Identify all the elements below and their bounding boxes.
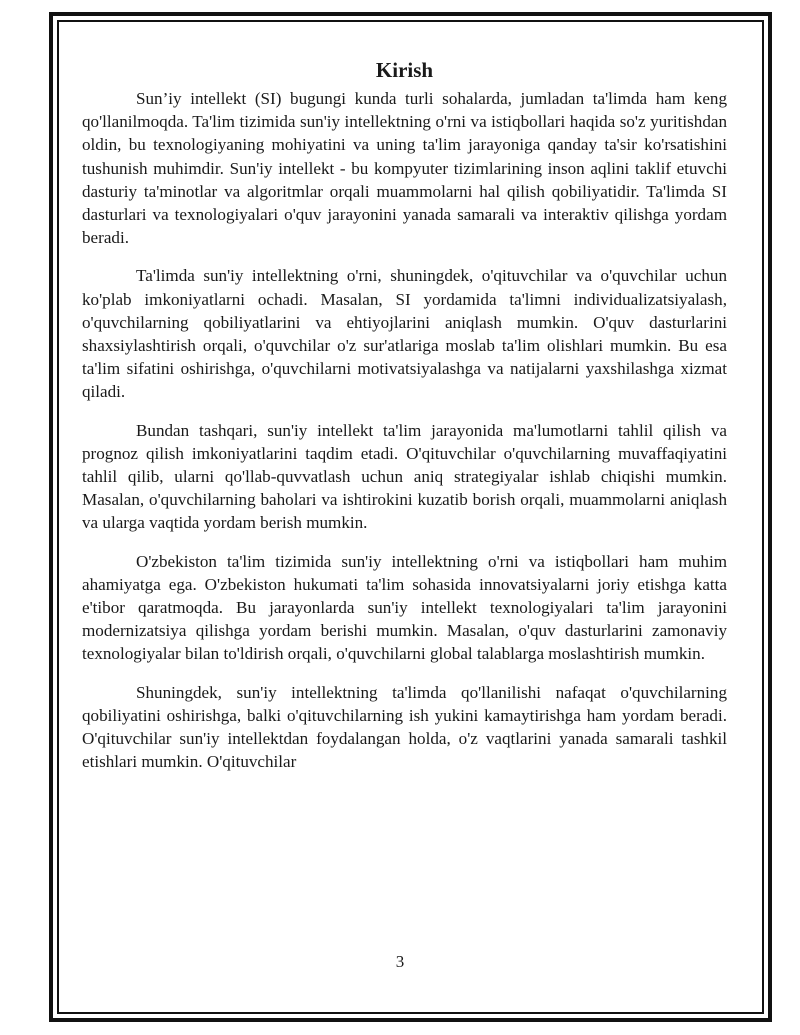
paragraph-3: Bundan tashqari, sun'iy intellekt ta'lim jarayonida ma'lumotlarni tahlil qilish va prognoz qilish imkoniyatlarini taqdim etadi. O'qituvchilar o'quvchilarning muvaffaqiyatini tahlil qilib, ularni qo'llab-quvvatlash uchun aniq strategiyalar ishlab chiqishi mumkin. Masalan, o'quvchilarning baholari va ishtirokini kuzatib borish orqali, muammolarni aniqlash va ularga vaqtida yordam berish mumkin. <box>82 420 727 533</box>
page-body <box>82 55 727 955</box>
paragraph-2: Ta'limda sun'iy intellektning o'rni, shuningdek, o'qituvchilar va o'quvchilar uchun ko'plab imkoniyatlarni ochadi. Masalan, SI yordamida ta'limni individualizatsiyalash, o'quvchilarning qobiliyatlarini va ehtiyojlarini aniqlash mumkin. O'quv dasturlarini shaxsiylashtirish orqali, o'quvchilar o'z sur'atlariga moslab ta'lim olishlari mumkin. Bu esa ta'lim sifatini oshirishga, o'quvchilarni motivatsiyalashga va natijalarni yaxshilashga xizmat qiladi. <box>82 266 727 402</box>
paragraph-1: Sun’iy intellekt (SI) bugungi kunda turli sohalarda, jumladan ta'limda ham keng qo'llanilmoqda. Ta'lim tizimida sun'iy intellektning o'rni va istiqbollari haqida so'z yuritishdan oldin, bu texnologiyaning mohiyatini va uning ta'lim jarayoniga qanday ta'sir ko'rsatishini tushunish muhimdir. Sun'iy intellekt - bu kompyuter tizimlarining inson aqlini taklif etuvchi dasturiy ta'minotlar va algoritmlar orqali muammolarni hal qilish qobiliyatidir. Ta'limda SI dasturlari va texnologiyalari o'quv jarayonini yanada samarali va interaktiv qilishga yordam beradi. <box>82 89 727 248</box>
page-number: 3 <box>395 952 405 971</box>
paragraph-4: O'zbekiston ta'lim tizimida sun'iy intellektning o'rni va istiqbollari ham muhim ahamiyatga ega. O'zbekiston hukumati ta'lim sohasida innovatsiyalarni joriy etishga katta e'tibor qaratmoqda. Bu jarayonlarda sun'iy intellekt texnologiyalari ta'lim jarayonini modernizatsiya qilishga yordam berishi mumkin. Masalan, o'quv dasturlarini zamonaviy texnologiyalar bilan to'ldirish orqali, o'quvchilarni global talablarga moslashtirish mumkin. <box>82 551 727 664</box>
section-title: Kirish <box>375 58 434 82</box>
paragraph-5: Shuningdek, sun'iy intellektning ta'limda qo'llanilishi nafaqat o'quvchilarning qobiliyatini oshirishga, balki o'qituvchilarning ish yukini kamaytirishga ham yordam beradi. O'qituvchilar sun'iy intellektdan foydalangan holda, o'z vaqtlarini yanada samarali tashkil etishlari mumkin. O'qituvchilar <box>82 682 727 772</box>
